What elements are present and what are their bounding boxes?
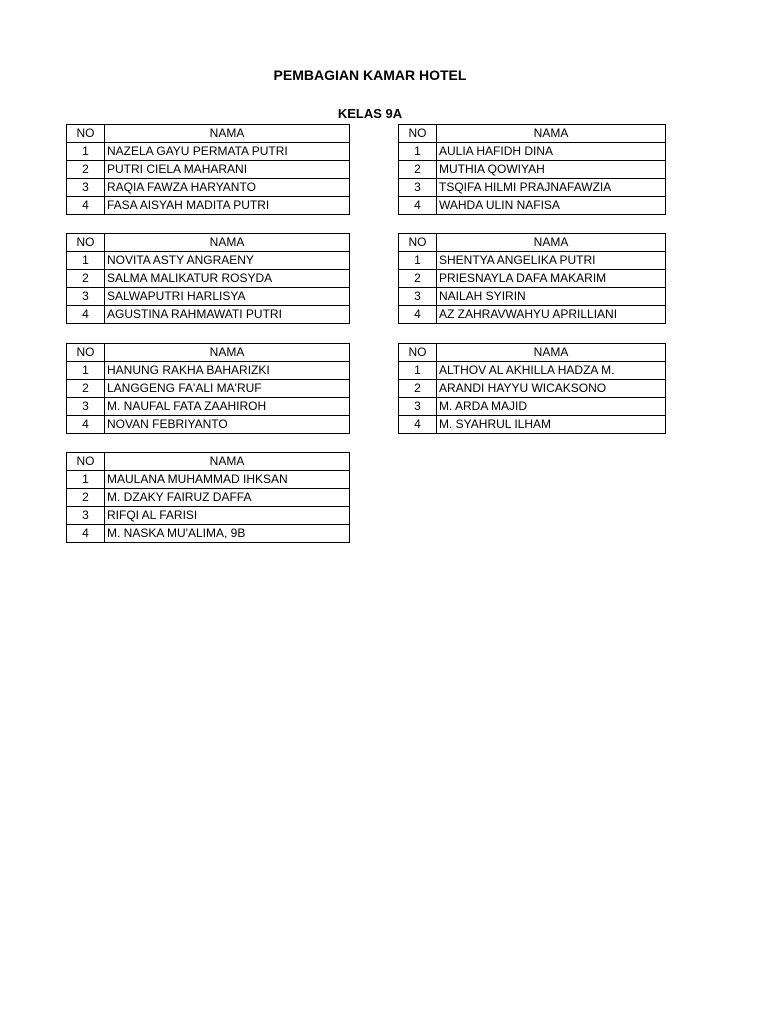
room-table-7	[66, 452, 350, 543]
row-name: PRIESNAYLA DAFA MAKARIM	[437, 270, 666, 288]
row-name: AZ ZAHRAVWAHYU APRILLIANI	[437, 306, 666, 324]
table-row	[399, 161, 666, 179]
table-row	[67, 380, 350, 398]
no-header: NO	[67, 234, 105, 252]
table-header-row	[67, 344, 350, 362]
no-header: NO	[399, 125, 437, 143]
row-name: RAQIA FAWZA HARYANTO	[105, 179, 350, 197]
row-number: 3	[67, 398, 105, 416]
row-number: 4	[399, 306, 437, 324]
row-name: TSQIFA HILMI PRAJNAFAWZIA	[437, 179, 666, 197]
table-header-row	[399, 344, 666, 362]
row-name: WAHDA ULIN NAFISA	[437, 197, 666, 215]
room-table-5	[66, 343, 350, 434]
room-table-4	[398, 233, 666, 324]
table-row	[67, 143, 350, 161]
row-number: 1	[399, 252, 437, 270]
nama-header: NAMA	[105, 125, 350, 143]
table-row	[67, 362, 350, 380]
row-name: M. NASKA MU'ALIMA, 9B	[105, 525, 350, 543]
row-number: 2	[67, 270, 105, 288]
no-header: NO	[67, 125, 105, 143]
row-name: AGUSTINA RAHMAWATI PUTRI	[105, 306, 350, 324]
row-number: 3	[67, 288, 105, 306]
no-header: NO	[67, 453, 105, 471]
row-number: 1	[399, 143, 437, 161]
table-row	[67, 525, 350, 543]
class-subtitle: KELAS 9A	[337, 106, 403, 121]
row-name: SHENTYA ANGELIKA PUTRI	[437, 252, 666, 270]
row-number: 3	[399, 179, 437, 197]
row-name: NAZELA GAYU PERMATA PUTRI	[105, 143, 350, 161]
nama-header: NAMA	[437, 125, 666, 143]
table-header-row	[67, 234, 350, 252]
row-number: 3	[399, 288, 437, 306]
table-row	[67, 489, 350, 507]
nama-header: NAMA	[105, 453, 350, 471]
table-row	[67, 306, 350, 324]
row-number: 3	[399, 398, 437, 416]
row-number: 1	[67, 471, 105, 489]
row-name: SALWAPUTRI HARLISYA	[105, 288, 350, 306]
row-name: M. NAUFAL FATA ZAAHIROH	[105, 398, 350, 416]
table-row	[67, 252, 350, 270]
row-name: HANUNG RAKHA BAHARIZKI	[105, 362, 350, 380]
row-name: NAILAH SYIRIN	[437, 288, 666, 306]
no-header: NO	[399, 344, 437, 362]
table-row	[67, 471, 350, 489]
nama-header: NAMA	[437, 344, 666, 362]
table-header-row	[399, 234, 666, 252]
table-row	[399, 197, 666, 215]
table-row	[399, 362, 666, 380]
row-name: M. ARDA MAJID	[437, 398, 666, 416]
table-row	[67, 416, 350, 434]
table-row	[399, 252, 666, 270]
row-name: MUTHIA QOWIYAH	[437, 161, 666, 179]
row-name: AULIA HAFIDH DINA	[437, 143, 666, 161]
table-row	[399, 179, 666, 197]
table-header-row	[399, 125, 666, 143]
row-name: M. DZAKY FAIRUZ DAFFA	[105, 489, 350, 507]
row-number: 2	[67, 380, 105, 398]
table-row	[399, 270, 666, 288]
nama-header: NAMA	[105, 344, 350, 362]
table-row	[399, 380, 666, 398]
room-table-1	[66, 124, 350, 215]
row-number: 1	[67, 252, 105, 270]
row-number: 2	[399, 380, 437, 398]
room-table-2	[398, 124, 666, 215]
row-name: FASA AISYAH MADITA PUTRI	[105, 197, 350, 215]
table-row	[399, 306, 666, 324]
row-number: 3	[67, 179, 105, 197]
table-header-row	[67, 453, 350, 471]
row-name: RIFQI AL FARISI	[105, 507, 350, 525]
row-number: 2	[67, 161, 105, 179]
row-number: 4	[67, 416, 105, 434]
row-number: 4	[67, 525, 105, 543]
nama-header: NAMA	[105, 234, 350, 252]
room-table-6	[398, 343, 666, 434]
table-row	[67, 288, 350, 306]
row-name: M. SYAHRUL ILHAM	[437, 416, 666, 434]
row-number: 4	[399, 197, 437, 215]
row-number: 1	[399, 362, 437, 380]
row-name: PUTRI CIELA MAHARANI	[105, 161, 350, 179]
table-row	[399, 416, 666, 434]
row-name: LANGGENG FA'ALI MA'RUF	[105, 380, 350, 398]
table-row	[67, 161, 350, 179]
row-number: 2	[67, 489, 105, 507]
page-title: PEMBAGIAN KAMAR HOTEL	[273, 67, 467, 83]
row-number: 3	[67, 507, 105, 525]
table-row	[399, 143, 666, 161]
row-name: ALTHOV AL AKHILLA HADZA M.	[437, 362, 666, 380]
row-name: MAULANA MUHAMMAD IHKSAN	[105, 471, 350, 489]
table-row	[67, 179, 350, 197]
no-header: NO	[67, 344, 105, 362]
no-header: NO	[399, 234, 437, 252]
row-number: 4	[67, 197, 105, 215]
row-name: ARANDI HAYYU WICAKSONO	[437, 380, 666, 398]
table-row	[399, 288, 666, 306]
table-row	[67, 398, 350, 416]
nama-header: NAMA	[437, 234, 666, 252]
row-number: 2	[399, 270, 437, 288]
row-number: 4	[399, 416, 437, 434]
table-row	[67, 270, 350, 288]
row-name: NOVAN FEBRIYANTO	[105, 416, 350, 434]
row-number: 2	[399, 161, 437, 179]
table-row	[67, 507, 350, 525]
row-name: SALMA MALIKATUR ROSYDA	[105, 270, 350, 288]
table-row	[67, 197, 350, 215]
row-number: 4	[67, 306, 105, 324]
row-number: 1	[67, 362, 105, 380]
row-number: 1	[67, 143, 105, 161]
table-header-row	[67, 125, 350, 143]
row-name: NOVITA ASTY ANGRAENY	[105, 252, 350, 270]
table-row	[399, 398, 666, 416]
room-table-3	[66, 233, 350, 324]
